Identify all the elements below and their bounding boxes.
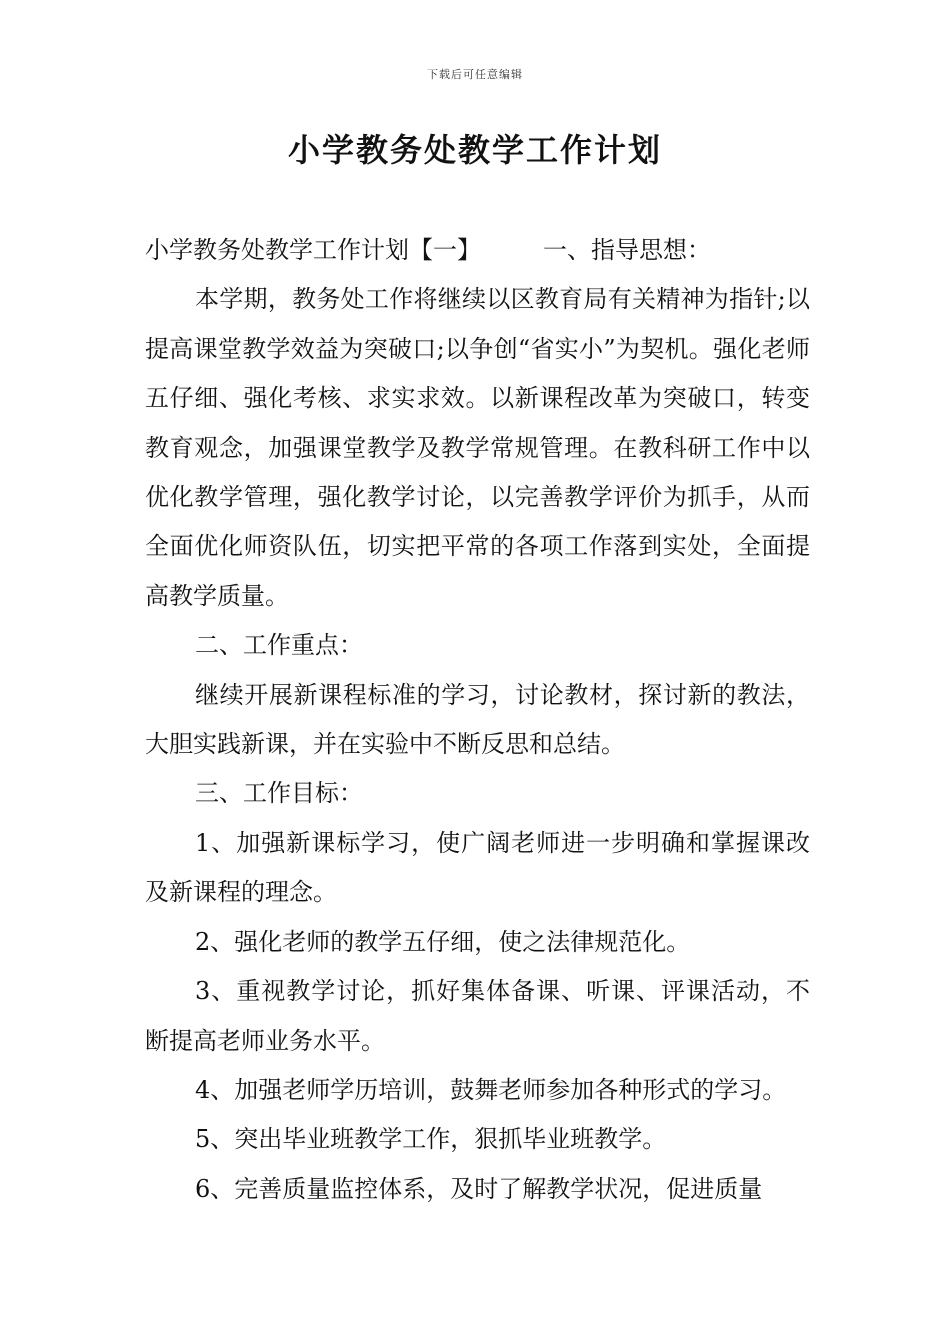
list-item: 4、加强老师学历培训，鼓舞老师参加各种形式的学习。: [195, 1075, 787, 1104]
document-title: 小学教务处教学工作计划: [287, 131, 662, 169]
list-item: 2、强化老师的教学五仔细，使之法律规范化。: [195, 927, 691, 956]
list-item: 1、加强新课标学习，使广阔老师进一步明确和掌握课改及新课程的理念。: [145, 828, 810, 907]
heading-work-focus: 二、工作重点：: [195, 631, 363, 660]
heading-work-goals: 三、工作目标：: [195, 779, 363, 808]
list-item: 6、完善质量监控体系，及时了解教学状况，促进质量: [195, 1174, 763, 1203]
document-body: [145, 226, 810, 1214]
header-note: 下载后可任意编辑: [427, 68, 523, 81]
section-heading-line: [145, 226, 810, 275]
list-item: 5、突出毕业班教学工作，狠抓毕业班教学。: [195, 1125, 667, 1154]
first-heading: 一、指导思想：: [543, 236, 711, 264]
section-label: 小学教务处教学工作计划【一】: [145, 236, 481, 264]
paragraph: 继续开展新课程标准的学习，讨论教材，探讨新的教法，大胆实践新课，并在实验中不断反思和总结。: [145, 680, 810, 759]
paragraph: 本学期，教务处工作将继续以区教育局有关精神为指针;以提高课堂教学效益为突破口;以争创“省实小”为契机。强化老师五仔细、强化考核、求实求效。以新课程改革为突破口，转变教育观念，加强课堂教学及教学常规管理。在教科研工作中以优化教学管理，强化教学讨论，以完善教学评价为抓手，从而全面优化师资队伍，切实把平常的各项工作落到实处，全面提高教学质量。: [145, 285, 810, 610]
list-item: 3、重视教学讨论，抓好集体备课、听课、评课活动，不断提高老师业务水平。: [145, 977, 810, 1055]
